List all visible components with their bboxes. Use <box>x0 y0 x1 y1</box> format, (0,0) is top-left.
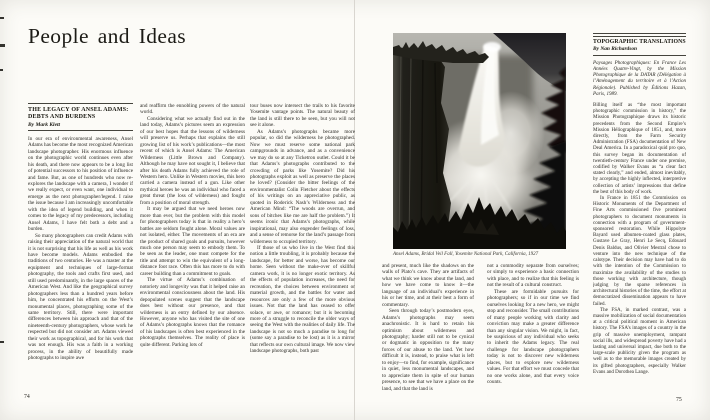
body-paragraph: Seen through today’s postmodern eyes, Adams’s photographs may seem anachronistic. It is hard to retain his optimism about wilderness and photography; harder still not to be cynical or dogmatic in opposition to the many forces of our abuse to the land. Yet how difficult it is, instead, to praise what is left to enjoy—to find, for example, significance in quiet, less monumental landscapes, and to appreciate them in spite of our human presence, to see that we have a place on the land, and that the land is <box>382 308 474 392</box>
article-byline: By Nan Richardson <box>593 46 638 53</box>
scan-mark <box>0 17 4 19</box>
waterfall-photo-illustration <box>393 33 566 249</box>
left-column-2 <box>140 103 245 393</box>
body-paragraph: As Adams’s photographs became more popular, so did the wilderness he photographed. Now we must reserve some national park campgrounds in advance, and as a convenience we may do so at any Ticketron outlet. Could it be that Adams’s photographs contributed to the crowding of parks like Yosemite? Did his photographs exploit as well as preserve the places he loved? (Consider the bitter feelings of the environmentalist Colin Fletcher about the effects of his writings on an appreciative public, as quoted in Roderick Nash’s Wilderness and the American Mind: “The woods are overrun, and sons of bitches like me are half the problem.”) It seems ironic that Adams’s photographs, while inspirational, may also engender feelings of loss, and a sense of remorse for the land’s passage from wilderness to occupied territory. <box>250 128 355 245</box>
body-paragraph: Considering what we actually find out in the land today, Adams’s pictures seem an expression of our best hopes that the lessons of wilderness will preserve us. Perhaps that explains the still growing list of his work’s publications—the most recent of which is Ansel Adams: The American Wilderness (Little Brown and Company). Although he may have not sought it, I believe that after his death Adams fully achieved the role of Western hero. Unlike in Western movies, this hero carried a camera instead of a gun. Like other mythical heroes he was an individual who faced a great threat (the loss of wilderness) and fought from a position of moral strength. <box>140 115 245 206</box>
page-number-right: 75 <box>676 397 682 403</box>
body-paragraph: If those of us who live in the West find this notion a little troubling, it is probably because the landscape, for better and worse, has become our home. Seen without the make-over of skillful camera work, it is no longer exotic territory. As the effects of population increases, the need for recreation, the choices between environment or material growth, and the battles for water and resources are only a few of the more obvious issues. Not that the land has ceased to offer solace, or awe, or romance; but it is becoming more of a struggle to reconcile the older ways of seeing the West with the realities of daily life. The landscape is not so much a paradise to long for (some say a paradise to be lost) as it is a mirror that reflects our own cultural image. We now view landscape photographs, both past <box>250 244 355 355</box>
scan-mark <box>0 44 5 47</box>
body-paragraph: and present, much like the shadows on the walls of Plato’s cave. They are artifacts of what we think we know about the land, and how we have come to know it—the language of an individual’s experience in his or her time, and at their best a form of commentary. <box>382 263 474 308</box>
article-title: TOPOGRAPHIC TRANSLATIONS <box>593 39 686 45</box>
body-paragraph: tour buses now intersect the trails to his favorite Yosemite vantage points. The natural beauty of the land is still there to be seen, but you will not see it alone. <box>250 103 355 129</box>
left-column-1 <box>28 103 133 394</box>
scan-mark <box>0 69 3 71</box>
right-column-1 <box>382 263 474 394</box>
article-header-topographic <box>593 33 686 56</box>
body-paragraph: The FSA, in marked contrast, was a massive mobilization of social documentation at a critical political moment in American history. The FSA’s images of a country in the grip of massive unemployment, rampant social ills, and widespread poverty have had a lasting and universal impact, due both to the large-scale publicity given the program as well as to the memorable images created by its gifted photographers, especially Walker Evans and Dorothea Lange. <box>593 306 686 375</box>
body-paragraph: It may be argued that we need heroes now more than ever, but the problem with this model for photographers today is that in reality a hero’s battles are seldom fought alone. Moral values are not isolated, either. The movements of an era are the product of shared goals and pursuits, however much one person may seem to embody them. To be seen as the leader, one must compete for the title and attempt to win the equivalent of a long-distance foot race. Often this has more to do with career building than a commitment to goals. <box>140 206 245 277</box>
body-paragraph: not a commodity separate from ourselves; or simply to experience a basic connection with place, and to realize that this feeling is not the result of a cultural construct. <box>487 263 579 289</box>
body-paragraph: So many photographers can credit Adams with raising their appreciation of the natural world that it is not surprising that his life as well as his work have become models. Adams embodied the traditions of two centuries. He was a master at the equipment and techniques of large-format photography, the tools and crafts first used, and still used predominantly, in the large spaces of the American West. And like the geographical survey photographers less than a hundred years before him, he concentrated his efforts on the West’s monumental places, photographing some of the same territory. Still, there were important differences between his approach and that of the nineteenth-century photographers, whose work he respected but did not consider art. Adams viewed their work as topographical, and for his work that was not enough. His was a faith in a working process, in the ability of beautifully made photographs to inspire awe <box>28 232 133 362</box>
body-paragraph: In our era of environmental awareness, Ansel Adams has become the most recognized American landscape photographer. His enormous influence on the photographic world continues even after his death, and there now appears to be a long list of potential successors to his position of influence and fame. But, as one of hundreds who now re-explores the landscape with a camera, I wonder if we really expect, or even want, one individual to emerge as the next photographer/legend. I raise the issue because I am increasingly uncomfortable with the idea of legend building, and when it comes to the legacy of my predecessors, including Ansel Adams, I have felt both a debt and a burden. <box>28 135 133 233</box>
article-title-line1: THE LEGACY OF ANSEL ADAMS: <box>28 106 129 113</box>
article-header-legacy <box>28 103 133 131</box>
page-number-left: 74 <box>24 394 30 400</box>
body-paragraph: Billing itself as “the most important photographic commission in history,” the Mission Photographique draws its historic precedents from the Second Empire’s Mission Héliographique of 1851, and, more directly, from the Farm Security Administration (FSA) documentation of New Deal America. In a paradoxical quid pro quo, this survey began its documentation of twentieth-century France under one premise, codified by Walker Evans as “a clear fact stated clearly,” and ended, almost inevitably, by accepting the highly inflected, interpretive collection of artists’ impressions that define the best of this body of work. <box>593 102 686 195</box>
scan-mark <box>0 341 4 343</box>
article-byline: By Mark Klett <box>28 121 61 128</box>
article-title-line2: DEBTS AND BURDENS <box>28 114 96 120</box>
book-citation: Paysages Photographiques: En France Les Années Quatre-Vingt, by the Mission Photographique de la DATAR (Délégation à l’Aménagement du territoire et à l’Action Régionale). Published by Éditions Hazan, Paris, 1989. <box>593 59 686 97</box>
body-paragraph: The virtue of Adams’s combination of notoriety and longevity was that it helped raise an environmental consciousness about the land. His depopulated scenes suggest that the landscape does best without our presence, and that wilderness is an entry defined by our absence. However, anyone who has visited the site of one of Adams’s photographs knows that the romance of his landscapes is often best experienced in the photographs themselves. The reality of place is quite different. Parking lots of <box>140 277 245 348</box>
right-column-3 <box>593 33 686 394</box>
body-paragraph: In France in 1851 the Commission on Historic Monuments of the Department of Fine Arts commissioned five prominent photographers to document monuments in connection with a program of government-sponsored restoration. While Hippolyte Bayard used albumen-coated glass plates, Gustave Le Gray, Henri Le Secq, Edouard Denis Baldus, and Olivier Mestral chose to venture into the new technique of the calotype. Their decision may have had to do with the intention of the Commission to maximize the availability of the studies to those working with architecture, though judging by the sparse references in architectural histories of the time, the effort at democratized dissemination appears to have failed. <box>593 195 686 307</box>
page-title: People and Ideas <box>28 24 187 48</box>
right-column-2 <box>487 263 579 394</box>
photo-bridal-veil-fall <box>393 33 566 249</box>
left-column-3 <box>250 103 355 393</box>
body-paragraph: These are formidable pursuits for photographers; so if in our time we find ourselves looking for a new hero, we might stop and reconsider. The small contributions of many people working with clarity and conviction may make a greater difference than any singular vision. We might, in fact, be suspicious of any individual who seeks to inherit the Adams legacy. The real challenge for landscape photographers today is not to discover new wilderness places, but to explore new wilderness values. For that effort we must concede that no one works alone, and that every voice counts. <box>487 288 579 386</box>
photo-caption: Ansel Adams, Bridal Veil Fall, Yosemite National Park, California, 1927 <box>393 252 539 257</box>
body-paragraph: and reaffirm the ennobling powers of the natural world. <box>140 103 245 116</box>
